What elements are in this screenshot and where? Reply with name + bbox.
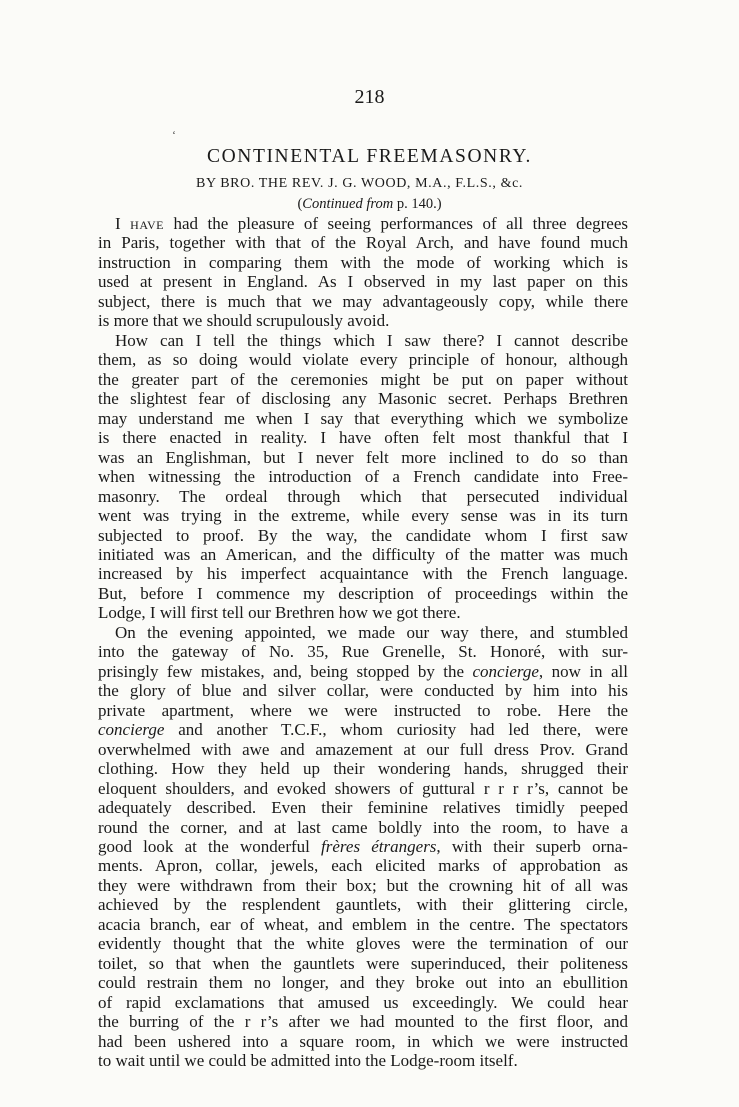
text-segment: is there enacted in reality. I have often felt most thankful that I bbox=[98, 428, 628, 448]
italic-text: concierge bbox=[98, 720, 165, 740]
text-line bbox=[98, 331, 628, 350]
text-segment: when witnessing the introduction of a French candidate into Free- bbox=[98, 467, 628, 487]
text-line bbox=[98, 409, 628, 428]
text-segment: may understand me when I say that everything which we symbolize bbox=[98, 408, 628, 428]
text-segment: clothing. How they held up their wondering hands, shrugged their bbox=[98, 759, 628, 779]
continuation-suffix: p. 140.) bbox=[393, 196, 442, 212]
text-line bbox=[98, 370, 628, 389]
page-number: 218 bbox=[354, 86, 385, 108]
small-caps-text: have bbox=[130, 214, 164, 233]
text-line bbox=[98, 681, 628, 700]
text-segment: initiated was an American, and the difficulty of the matter was much bbox=[98, 544, 628, 564]
text-segment: I bbox=[115, 214, 131, 233]
text-segment: had the pleasure of seeing performances of all three degrees bbox=[163, 214, 628, 233]
text-segment: private apartment, where we were instructed to robe. Here the bbox=[98, 700, 628, 720]
text-line bbox=[98, 467, 628, 486]
stray-mark: ‘ bbox=[172, 128, 176, 142]
text-segment: the greater part of the ceremonies might be put on paper without bbox=[98, 369, 628, 389]
text-line bbox=[98, 545, 628, 564]
text-line bbox=[98, 253, 628, 272]
text-segment: , now in all bbox=[538, 661, 629, 681]
text-segment: in Paris, together with that of the Royal Arch, and have found much bbox=[98, 233, 628, 253]
text-segment: into the gateway of No. 35, Rue Grenelle, St. Honoré, with sur- bbox=[98, 642, 628, 662]
text-segment: had been ushered into a square room, in which we were instructed bbox=[98, 1031, 628, 1051]
italic-text: concierge bbox=[472, 661, 539, 681]
text-segment: was an Englishman, but I never felt more inclined to do so than bbox=[98, 447, 628, 467]
text-line bbox=[98, 779, 628, 798]
text-line bbox=[98, 389, 628, 408]
text-line bbox=[98, 740, 628, 759]
text-segment: masonry. The ordeal through which that persecuted individual bbox=[98, 486, 628, 506]
text-line bbox=[98, 993, 628, 1012]
text-line bbox=[98, 506, 628, 525]
text-segment: and another T.C.F., whom curiosity had led there, were bbox=[164, 720, 628, 740]
text-segment: is more that we should scrupulously avoid. bbox=[98, 311, 390, 331]
text-line bbox=[98, 214, 628, 233]
text-line bbox=[98, 487, 628, 506]
text-line bbox=[98, 759, 628, 778]
italic-text: frères étrangers bbox=[321, 837, 437, 856]
text-line bbox=[98, 1051, 628, 1070]
text-segment: they were withdrawn from their box; but the crowning hit of all was bbox=[98, 875, 628, 895]
text-segment: On the evening appointed, we made our way there, and stumbled bbox=[115, 622, 628, 642]
text-segment: eloquent shoulders, and evoked showers of guttural r r r r’s, cannot be bbox=[98, 778, 628, 798]
text-segment: adequately described. Even their feminine relatives timidly peeped bbox=[98, 798, 628, 818]
text-segment: But, before I commence my description of proceedings within the bbox=[98, 583, 628, 603]
text-segment: increased by his imperfect acquaintance with the French language. bbox=[98, 564, 628, 584]
text-segment: ments. Apron, collar, jewels, each elicited marks of approbation as bbox=[98, 856, 628, 876]
text-line bbox=[98, 915, 628, 934]
text-line bbox=[98, 895, 628, 914]
continuation-prefix: ( bbox=[297, 196, 303, 212]
text-segment: to wait until we could be admitted into the Lodge-room itself. bbox=[98, 1051, 518, 1071]
text-segment: instruction in comparing them with the mode of working which is bbox=[98, 252, 628, 272]
article-body bbox=[98, 214, 628, 1071]
text-line bbox=[98, 798, 628, 817]
text-segment: subjected to proof. By the way, the candidate whom I first saw bbox=[98, 525, 628, 545]
text-segment: How can I tell the things which I saw there? I cannot describe bbox=[115, 330, 628, 350]
text-line bbox=[98, 564, 628, 583]
text-line bbox=[98, 584, 628, 603]
text-segment: toilet, so that when the gauntlets were superinduced, their politeness bbox=[98, 953, 628, 973]
text-segment: the glory of blue and silver collar, were conducted by him into his bbox=[98, 681, 628, 701]
text-line bbox=[98, 448, 628, 467]
text-line bbox=[98, 350, 628, 369]
text-line bbox=[98, 603, 628, 622]
text-line bbox=[98, 934, 628, 953]
text-line bbox=[98, 876, 628, 895]
text-line bbox=[98, 233, 628, 252]
text-line bbox=[98, 954, 628, 973]
text-line bbox=[98, 973, 628, 992]
text-line bbox=[98, 311, 628, 330]
text-segment: Lodge, I will first tell our Brethren how we got there. bbox=[98, 603, 461, 623]
text-segment: achieved by the resplendent gauntlets, with their glittering circle, bbox=[98, 895, 628, 915]
article-title: CONTINENTAL FREEMASONRY. bbox=[206, 146, 533, 167]
text-line bbox=[98, 856, 628, 875]
text-segment: evidently thought that the white gloves were the termination of our bbox=[98, 934, 628, 954]
text-line bbox=[98, 526, 628, 545]
text-line bbox=[98, 818, 628, 837]
continuation-italic: Continued from bbox=[302, 196, 394, 212]
text-segment: went was trying in the extreme, while every sense was in its turn bbox=[98, 506, 628, 526]
text-segment: them, as so doing would violate every principle of honour, although bbox=[98, 350, 628, 370]
text-line bbox=[98, 292, 628, 311]
text-segment: overwhelmed with awe and amazement at our full dress Prov. Grand bbox=[98, 739, 628, 759]
text-segment: , with their superb orna- bbox=[436, 837, 628, 856]
text-segment: could restrain them no longer, and they broke out into an ebullition bbox=[98, 973, 628, 993]
text-segment: the slightest fear of disclosing any Masonic secret. Perhaps Brethren bbox=[98, 389, 628, 409]
text-segment: the burring of the r r’s after we had mounted to the first floor, and bbox=[98, 1012, 628, 1032]
text-line bbox=[98, 428, 628, 447]
text-segment: round the corner, and at last came boldly into the room, to have a bbox=[98, 817, 628, 837]
author-byline: BY BRO. THE REV. J. G. WOOD, M.A., F.L.S., &c. bbox=[196, 176, 523, 191]
text-line bbox=[98, 1032, 628, 1051]
text-line bbox=[98, 623, 628, 642]
text-line bbox=[98, 837, 628, 856]
text-segment: of rapid exclamations that amused us exceedingly. We could hear bbox=[98, 992, 628, 1012]
text-segment: good look at the wonderful bbox=[98, 837, 322, 856]
text-line bbox=[98, 272, 628, 291]
text-line bbox=[98, 701, 628, 720]
text-line bbox=[98, 642, 628, 661]
text-line bbox=[98, 662, 628, 681]
text-segment: subject, there is much that we may advantageously copy, while there bbox=[98, 291, 628, 311]
text-segment: used at present in England. As I observed in my last paper on this bbox=[98, 272, 628, 292]
text-segment: prisingly few mistakes, and, being stopped by the bbox=[98, 661, 473, 681]
continuation-note bbox=[0, 196, 739, 213]
text-segment: acacia branch, ear of wheat, and emblem in the centre. The spectators bbox=[98, 914, 628, 934]
text-line bbox=[98, 720, 628, 739]
text-line bbox=[98, 1012, 628, 1031]
